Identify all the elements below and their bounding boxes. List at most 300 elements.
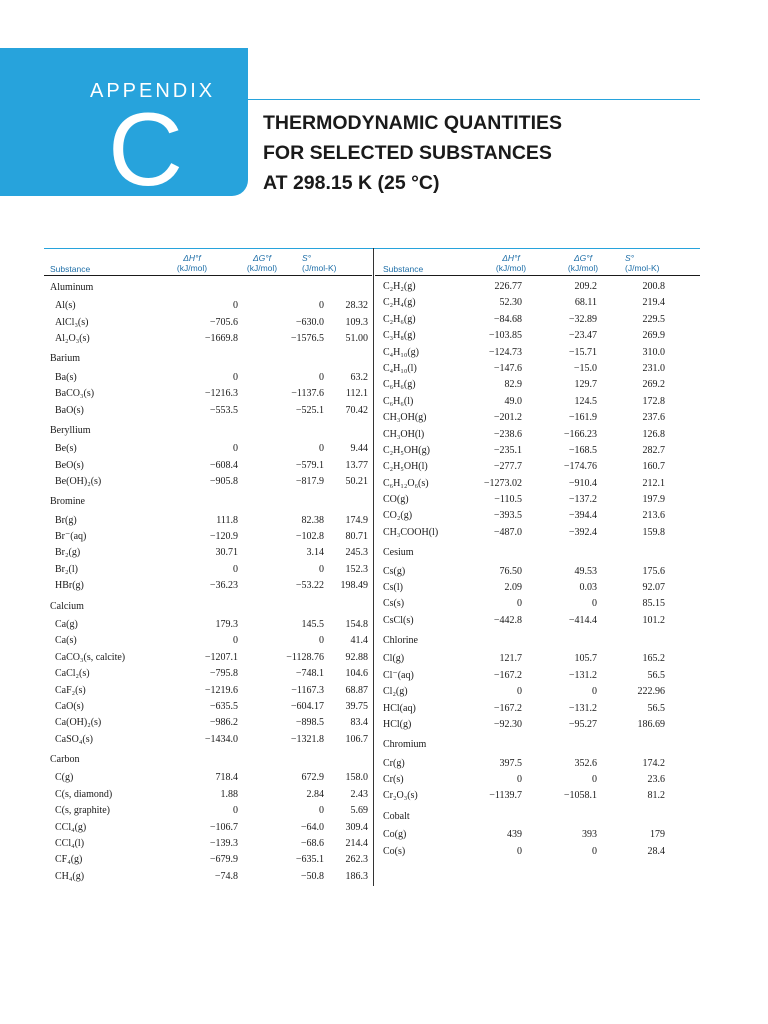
delta-g-value: −50.8: [300, 870, 324, 882]
entropy-value: 56.5: [647, 669, 665, 681]
delta-g-value: 0: [592, 845, 597, 857]
group-name: Cesium: [383, 547, 414, 559]
title-rule: [248, 99, 700, 100]
delta-g-value: −15.0: [573, 362, 597, 374]
delta-h-value: −277.7: [493, 461, 522, 473]
substance-name: Br₂(l): [55, 563, 78, 575]
substance-name: Br₂(g): [55, 547, 81, 559]
substance-name: BaO(s): [55, 404, 84, 416]
header-dg-unit: (kJ/mol): [567, 263, 599, 273]
delta-g-value: 0: [319, 635, 324, 647]
appendix-letter: C: [108, 92, 184, 208]
substance-name: C₄H₁₀(l): [383, 362, 417, 374]
delta-h-value: −1207.1: [204, 651, 238, 663]
group-heading: [375, 809, 700, 827]
entropy-value: 154.8: [345, 618, 368, 630]
entropy-value: 175.6: [642, 565, 665, 577]
title-line-1: THERMODYNAMIC QUANTITIES: [263, 112, 562, 134]
group-heading: [44, 351, 372, 369]
substance-name: Cs(s): [383, 598, 405, 610]
substance-name: CaCl₂(s): [55, 668, 90, 680]
substance-name: C(s, graphite): [55, 805, 110, 817]
substance-name: Cr(s): [383, 774, 404, 786]
substance-name: Al(s): [55, 300, 76, 312]
delta-g-value: −817.9: [295, 476, 324, 488]
substance-name: Cl⁻(aq): [383, 669, 414, 681]
delta-h-value: −124.73: [488, 346, 522, 358]
delta-g-value: −174.76: [563, 461, 597, 473]
table-row: [375, 427, 700, 443]
delta-h-value: 52.30: [499, 297, 522, 309]
header-substance: Substance: [50, 264, 91, 274]
substance-name: BaCO₃(s): [55, 388, 95, 400]
delta-h-value: −84.68: [493, 313, 522, 325]
substance-name: Cr₂O₃(s): [383, 790, 418, 802]
substance-name: BeO(s): [55, 459, 84, 471]
delta-g-value: −32.89: [568, 313, 597, 325]
substance-name: Br⁻(aq): [55, 531, 87, 543]
delta-g-value: −910.4: [568, 477, 597, 489]
substance-name: AlCl₃(s): [55, 316, 89, 328]
substance-name: Be(OH)₂(s): [55, 476, 102, 488]
table-row: [44, 529, 372, 545]
delta-g-value: 0: [319, 371, 324, 383]
substance-name: Cs(g): [383, 565, 406, 577]
substance-name: CH₃OH(l): [383, 428, 425, 440]
delta-h-value: −487.0: [493, 526, 522, 538]
title-line-2: FOR SELECTED SUBSTANCES: [263, 142, 552, 164]
delta-g-value: 82.38: [301, 514, 324, 526]
substance-name: CH₃COOH(l): [383, 526, 439, 538]
entropy-value: 219.4: [642, 297, 665, 309]
group-heading: [375, 633, 700, 651]
group-heading: [44, 494, 372, 512]
delta-g-value: −1058.1: [563, 790, 597, 802]
entropy-value: 222.96: [637, 686, 665, 698]
table-row: [44, 852, 372, 868]
entropy-value: 245.3: [345, 547, 368, 559]
table-row: [44, 441, 372, 457]
group-name: Aluminum: [50, 282, 94, 293]
delta-g-value: 68.11: [574, 297, 597, 309]
entropy-value: 83.4: [350, 717, 368, 729]
delta-g-value: −748.1: [295, 668, 324, 680]
delta-g-value: 0: [319, 443, 324, 455]
entropy-value: 269.9: [642, 330, 665, 342]
substance-name: CCl₄(l): [55, 837, 85, 849]
entropy-value: 269.2: [642, 379, 665, 391]
group-name: Bromine: [50, 496, 85, 508]
table-row: [44, 370, 372, 386]
substance-name: Ba(s): [55, 371, 77, 383]
delta-g-value: −15.71: [568, 346, 597, 358]
table-row: [375, 345, 700, 361]
delta-h-value: 439: [507, 829, 522, 841]
header-s: [302, 253, 357, 273]
delta-g-value: −579.1: [295, 459, 324, 471]
delta-g-value: 0: [592, 774, 597, 786]
substance-name: C₂H₅OH(l): [383, 461, 428, 473]
delta-h-value: 76.50: [499, 565, 522, 577]
table-row: [375, 328, 700, 344]
group-name: Chlorine: [383, 635, 418, 647]
delta-g-value: 0: [319, 563, 324, 575]
delta-h-value: −1139.7: [489, 790, 522, 802]
header-s-unit: (J/mol-K): [625, 263, 660, 273]
substance-name: CF₄(g): [55, 854, 83, 866]
group-name: Barium: [50, 353, 80, 365]
table-row: [375, 443, 700, 459]
delta-h-value: 0: [233, 300, 238, 312]
header-s: [625, 253, 680, 273]
table-row: [375, 668, 700, 684]
delta-g-value: −131.2: [568, 702, 597, 714]
table-row: [375, 312, 700, 328]
substance-name: C₆H₆(l): [383, 395, 414, 407]
delta-h-value: 1.88: [220, 788, 238, 800]
entropy-value: 198.49: [340, 580, 368, 592]
delta-h-value: 0: [517, 845, 522, 857]
substance-name: CaCO₃(s, calcite): [55, 651, 126, 663]
entropy-value: 172.8: [642, 395, 665, 407]
delta-g-value: 209.2: [574, 281, 597, 292]
delta-g-value: −168.5: [568, 444, 597, 456]
delta-h-value: −92.30: [493, 718, 522, 730]
delta-g-value: 129.7: [574, 379, 597, 391]
entropy-value: 197.9: [642, 494, 665, 506]
table-row: [375, 508, 700, 524]
table-row: [44, 513, 372, 529]
entropy-value: 63.2: [350, 371, 368, 383]
entropy-value: 200.8: [642, 281, 665, 292]
substance-name: Be(s): [55, 443, 77, 455]
header-dg: [553, 253, 613, 273]
substance-name: CaF₂(s): [55, 684, 86, 696]
delta-h-value: −106.7: [209, 821, 238, 833]
substance-name: CCl₄(g): [55, 821, 87, 833]
delta-h-value: 30.71: [215, 547, 238, 559]
entropy-value: 262.3: [345, 854, 368, 866]
delta-g-value: −1167.3: [291, 684, 324, 696]
table-header: [44, 249, 372, 275]
header-dg-unit: (kJ/mol): [246, 263, 278, 273]
table-row: [44, 820, 372, 836]
entropy-value: 50.21: [345, 476, 368, 488]
entropy-value: 237.6: [642, 412, 665, 424]
delta-g-value: 105.7: [574, 653, 597, 665]
substance-name: HCl(g): [383, 718, 412, 730]
delta-h-value: −905.8: [209, 476, 238, 488]
substance-name: Al₂O₃(s): [55, 333, 90, 345]
entropy-value: 310.0: [642, 346, 665, 358]
substance-name: Co(g): [383, 829, 407, 841]
delta-g-value: −898.5: [295, 717, 324, 729]
substance-name: C₃H₈(g): [383, 330, 416, 342]
entropy-value: 186.3: [345, 870, 368, 882]
entropy-value: 212.1: [642, 477, 665, 489]
entropy-value: 186.69: [637, 718, 665, 730]
delta-h-value: 121.7: [499, 653, 522, 665]
table-row: [375, 377, 700, 393]
substance-name: Ca(s): [55, 635, 77, 647]
group-name: Chromium: [383, 739, 427, 751]
delta-h-value: −167.2: [493, 702, 522, 714]
substance-name: C₄H₁₀(g): [383, 346, 420, 358]
delta-h-value: 0: [233, 805, 238, 817]
header-dg: [232, 253, 292, 273]
header-dh: [481, 253, 541, 273]
substance-name: CH₄(g): [55, 870, 85, 882]
delta-h-value: −635.5: [209, 700, 238, 712]
delta-h-value: −74.8: [214, 870, 238, 882]
page-title: [263, 108, 683, 198]
delta-g-value: −102.8: [295, 531, 324, 543]
delta-g-value: 49.53: [574, 565, 597, 577]
header-dh: [162, 253, 222, 273]
entropy-value: 81.2: [647, 790, 665, 802]
header-s-symbol: S°: [625, 253, 635, 263]
table-row: [375, 613, 700, 629]
table-row: [44, 617, 372, 633]
entropy-value: 159.8: [642, 526, 665, 538]
table-rows-right: [375, 279, 700, 860]
substance-name: C₂H₆(g): [383, 313, 416, 325]
entropy-value: 165.2: [642, 653, 665, 665]
delta-h-value: −679.9: [209, 854, 238, 866]
group-name: Beryllium: [50, 424, 91, 436]
header-dg-symbol: ΔG°f: [573, 253, 593, 263]
table-row: [375, 580, 700, 596]
delta-h-value: −442.8: [493, 614, 522, 626]
table-row: [44, 732, 372, 748]
delta-h-value: −1219.6: [204, 684, 238, 696]
entropy-value: 85.15: [642, 598, 665, 610]
entropy-value: 160.7: [642, 461, 665, 473]
entropy-value: 41.4: [350, 635, 368, 647]
table-row: [375, 651, 700, 667]
entropy-value: 158.0: [345, 772, 368, 784]
table-row: [44, 578, 372, 594]
substance-name: C₂H₅OH(g): [383, 444, 430, 456]
delta-h-value: −1434.0: [204, 733, 238, 745]
table-rows-left: [44, 280, 372, 885]
delta-g-value: −392.4: [568, 526, 597, 538]
table-row: [44, 787, 372, 803]
delta-g-value: −64.0: [300, 821, 324, 833]
substance-name: Ca(g): [55, 618, 78, 630]
table-row: [44, 633, 372, 649]
column-divider: [373, 248, 374, 886]
delta-h-value: −201.2: [493, 412, 522, 424]
delta-g-value: 124.5: [574, 395, 597, 407]
group-name: Carbon: [50, 754, 80, 766]
entropy-value: 51.00: [345, 333, 368, 345]
delta-h-value: 0: [233, 563, 238, 575]
header-s-unit: (J/mol-K): [302, 263, 337, 273]
delta-h-value: −1273.02: [483, 477, 522, 489]
substance-name: CO₂(g): [383, 510, 413, 522]
substance-name: CaSO₄(s): [55, 733, 93, 745]
delta-h-value: 397.5: [499, 757, 522, 769]
substance-name: Br(g): [55, 514, 77, 526]
substance-name: CaO(s): [55, 700, 84, 712]
header-dh-symbol: ΔH°f: [183, 253, 201, 263]
header-dh-symbol: ΔH°f: [502, 253, 520, 263]
substance-name: HBr(g): [55, 580, 84, 592]
delta-h-value: −235.1: [493, 444, 522, 456]
table-row: [375, 525, 700, 541]
delta-g-value: −1137.6: [291, 388, 324, 400]
delta-h-value: −110.5: [494, 494, 522, 506]
delta-h-value: −795.8: [209, 668, 238, 680]
substance-name: C(s, diamond): [55, 788, 113, 800]
substance-name: C₆H₆(g): [383, 379, 416, 391]
delta-g-value: −604.17: [290, 700, 324, 712]
entropy-value: 28.4: [647, 845, 665, 857]
entropy-value: 174.9: [345, 514, 368, 526]
entropy-value: 28.32: [345, 300, 368, 312]
table-row: [44, 315, 372, 331]
table-row: [375, 788, 700, 804]
entropy-value: 106.7: [345, 733, 368, 745]
entropy-value: 104.6: [345, 668, 368, 680]
appendix-label: APPENDIX: [90, 80, 216, 102]
delta-g-value: 3.14: [306, 547, 324, 559]
group-heading: [44, 752, 372, 770]
table-row: [44, 836, 372, 852]
entropy-value: 56.5: [647, 702, 665, 714]
substance-name: CH₃OH(g): [383, 412, 427, 424]
delta-h-value: −120.9: [209, 531, 238, 543]
table-row: [44, 386, 372, 402]
delta-g-value: 0.03: [579, 581, 597, 593]
delta-g-value: 393: [582, 829, 597, 841]
entropy-value: 5.69: [350, 805, 368, 817]
group-name: Calcium: [50, 600, 84, 612]
table-row: [44, 545, 372, 561]
entropy-value: 39.75: [345, 700, 368, 712]
table-row: [44, 298, 372, 314]
delta-g-value: −525.1: [295, 404, 324, 416]
delta-g-value: −131.2: [568, 669, 597, 681]
delta-g-value: −166.23: [563, 428, 597, 440]
table-row: [375, 701, 700, 717]
entropy-value: 23.6: [647, 774, 665, 786]
delta-h-value: 49.0: [504, 395, 522, 407]
entropy-value: 152.3: [345, 563, 368, 575]
entropy-value: 231.0: [642, 362, 665, 374]
delta-h-value: 179.3: [215, 618, 238, 630]
table-row: [375, 279, 700, 295]
delta-g-value: −635.1: [295, 854, 324, 866]
substance-name: C₂H₄(g): [383, 297, 416, 309]
delta-g-value: 0: [319, 805, 324, 817]
group-name: Cobalt: [383, 810, 410, 822]
group-heading: [44, 423, 372, 441]
header-dg-symbol: ΔG°f: [252, 253, 272, 263]
delta-g-value: −414.4: [568, 614, 597, 626]
table-row: [44, 683, 372, 699]
delta-g-value: 0: [592, 686, 597, 698]
appendix-badge: [0, 48, 248, 208]
entropy-value: 282.7: [642, 444, 665, 456]
entropy-value: 70.42: [345, 404, 368, 416]
delta-h-value: 0: [517, 598, 522, 610]
table-row: [375, 476, 700, 492]
delta-h-value: 0: [233, 371, 238, 383]
delta-g-value: 145.5: [301, 618, 324, 630]
table-row: [44, 803, 372, 819]
entropy-value: 112.1: [345, 388, 368, 400]
delta-g-value: 352.6: [574, 757, 597, 769]
substance-name: CO(g): [383, 494, 409, 506]
delta-h-value: 0: [517, 686, 522, 698]
entropy-value: 309.4: [345, 821, 368, 833]
delta-g-value: 0: [592, 598, 597, 610]
delta-g-value: −394.4: [568, 510, 597, 522]
substance-name: Cs(l): [383, 581, 403, 593]
entropy-value: 174.2: [642, 757, 665, 769]
substance-name: C₆H₁₂O₆(s): [383, 477, 429, 489]
table-row: [44, 331, 372, 347]
table-header: [375, 249, 700, 275]
delta-h-value: 226.77: [494, 281, 522, 292]
header-rule: [375, 275, 700, 276]
delta-h-value: 111.8: [216, 514, 238, 526]
delta-h-value: 2.09: [504, 581, 522, 593]
group-heading: [375, 545, 700, 563]
entropy-value: 213.6: [642, 510, 665, 522]
entropy-value: 80.71: [345, 531, 368, 543]
table-row: [375, 596, 700, 612]
table-row: [44, 699, 372, 715]
entropy-value: 92.07: [642, 581, 665, 593]
delta-h-value: −238.6: [493, 428, 522, 440]
table-row: [375, 459, 700, 475]
substance-name: Ca(OH)₂(s): [55, 717, 102, 729]
delta-g-value: −53.22: [295, 580, 324, 592]
substance-name: Cl(g): [383, 653, 405, 665]
table-row: [375, 361, 700, 377]
table-row: [44, 770, 372, 786]
table-row: [44, 458, 372, 474]
header-dh-unit: (kJ/mol): [176, 263, 208, 273]
delta-h-value: −147.6: [493, 362, 522, 374]
table-row: [44, 562, 372, 578]
entropy-value: 229.5: [642, 313, 665, 325]
table-row: [375, 394, 700, 410]
substance-name: CsCl(s): [383, 614, 414, 626]
table-right-column: [375, 249, 700, 860]
header-rule: [44, 275, 372, 276]
delta-h-value: −986.2: [209, 717, 238, 729]
delta-g-value: −630.0: [295, 316, 324, 328]
table-row: [375, 772, 700, 788]
entropy-value: 9.44: [350, 443, 368, 455]
header-substance: Substance: [383, 264, 424, 274]
table-row: [375, 684, 700, 700]
delta-g-value: −95.27: [568, 718, 597, 730]
table-row: [375, 410, 700, 426]
delta-h-value: −553.5: [209, 404, 238, 416]
entropy-value: 214.4: [345, 837, 368, 849]
entropy-value: 126.8: [642, 428, 665, 440]
table-row: [44, 869, 372, 885]
substance-name: Cl₂(g): [383, 686, 408, 698]
entropy-value: 101.2: [642, 614, 665, 626]
delta-h-value: −393.5: [493, 510, 522, 522]
delta-h-value: −167.2: [493, 669, 522, 681]
